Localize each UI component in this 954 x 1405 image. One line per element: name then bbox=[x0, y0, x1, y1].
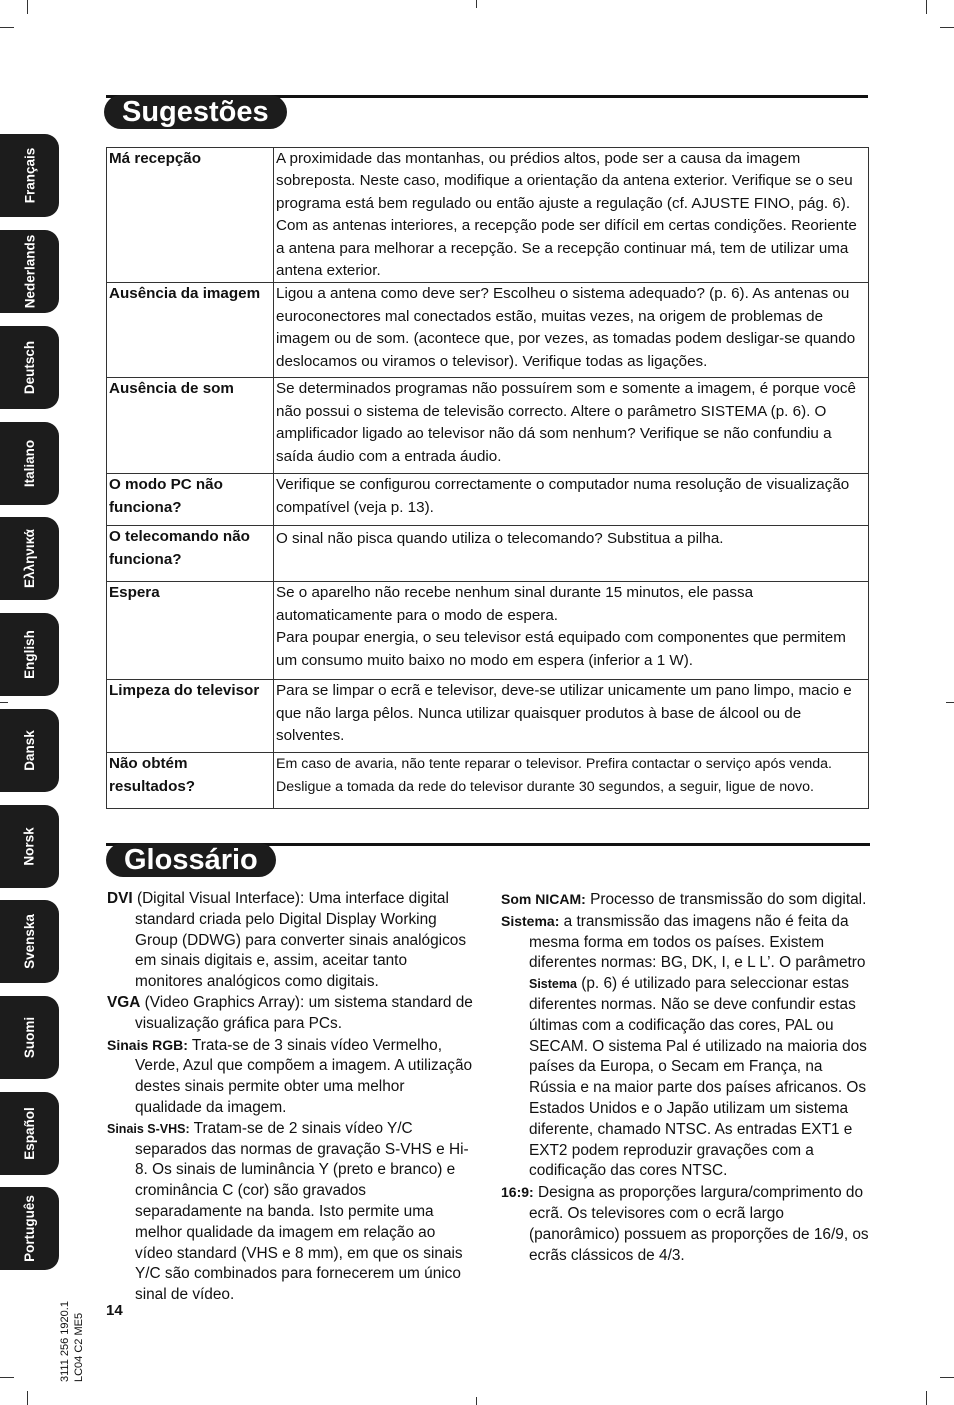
glossary-definition: Processo de transmissão do som digital. bbox=[590, 891, 867, 908]
problem-advice: Se determinados programas não possuírem som e somente a imagem, é porque você não possui o sistema de televisão correcto. Altere o parâmetro SISTEMA (p. 6). O amplificador ligado ao televisor não dá som nenhum? Verifique se não confundiu a saída áudio com a entrada áudio. bbox=[274, 378, 869, 474]
glossary-definition: Designa as proporções largura/comprimento do ecrã. Os televisores com o ecrã largo (panorâmico) possuem as proporções de 16/9, os ecrãs clássicos de 4/3. bbox=[529, 1184, 869, 1264]
language-tab-espanol[interactable]: Español bbox=[0, 1092, 59, 1175]
section-title-glossario: Glossário bbox=[106, 843, 276, 877]
glossary-definition: a transmissão das imagens não é feita da mesma forma em todos os países. Existem diferentes normas: BG, DK, I, e L L’. O parâmetro bbox=[529, 912, 866, 972]
crop-mark bbox=[476, 0, 477, 8]
problem-term: Não obtém resultados? bbox=[107, 753, 274, 809]
glossary-entry bbox=[107, 993, 473, 1035]
glossary-entry bbox=[501, 1182, 869, 1266]
glossary-column-left bbox=[107, 889, 473, 1306]
language-tab-italiano[interactable]: Italiano bbox=[0, 422, 59, 505]
table-row bbox=[107, 148, 869, 283]
glossary-term: DVI bbox=[107, 890, 133, 907]
problem-advice: Ligou a antena como deve ser? Escolheu o sistema adequado? (p. 6). As antenas ou euroconectores mal conectados estão, muitas vezes, na origem de problemas de imagem ou de som. (acontece que, por vezes, as tomadas podem desligar-se quando deslocamos ou viramos o televisor). Verifique todas as ligações. bbox=[274, 283, 869, 378]
language-tab-francais[interactable]: Français bbox=[0, 134, 59, 217]
problem-advice: O sinal não pisca quando utiliza o telecomando? Substitua a pilha. bbox=[274, 526, 869, 582]
glossary-term: Som NICAM: bbox=[501, 891, 586, 907]
crop-mark bbox=[926, 0, 927, 14]
language-tab-portugues[interactable]: Português bbox=[0, 1187, 59, 1270]
problem-term: Limpeza do televisor bbox=[107, 680, 274, 753]
glossary-entry bbox=[501, 911, 869, 1182]
table-row bbox=[107, 582, 869, 680]
language-tab-nederlands[interactable]: Nederlands bbox=[0, 230, 59, 313]
problem-advice: Para se limpar o ecrã e televisor, deve-se utilizar unicamente um pano limpo, macio e que não larga pêlos. Nunca utilizar quaisquer produtos à base de álcool ou de solventes. bbox=[274, 680, 869, 753]
advice-paragraph: Se o aparelho não recebe nenhum sinal durante 15 minutos, ele passa automaticamente para o modo de espera. bbox=[276, 584, 754, 624]
page-number: 14 bbox=[106, 1302, 123, 1319]
language-tab-suomi[interactable]: Suomi bbox=[0, 996, 59, 1079]
crop-mark bbox=[476, 1397, 477, 1405]
table-row bbox=[107, 526, 869, 582]
document-code-line: LC04 C2 ME5 bbox=[73, 1312, 85, 1382]
problem-advice bbox=[274, 582, 869, 680]
problem-advice: Em caso de avaria, não tente reparar o televisor. Prefira contactar o serviço após venda. Desligue a tomada da rede do televisor durante 30 segundos, a seguir, ligue de novo. bbox=[274, 753, 869, 809]
problem-advice: A proximidade das montanhas, ou prédios altos, pode ser a causa da imagem sobreposta. Neste caso, modifique a orientação da antena exterior. Verifique se o seu programa está bem regulado ou então ajuste a regulação (cf. AJUSTE FINO, pág. 6). Com as antenas interiores, a recepção pode ser difícil em certas condições. Reoriente a antena para melhorar a recepção. Se a recepção continuar má, tem de utilizar uma antena exterior. bbox=[274, 148, 869, 283]
crop-mark bbox=[0, 27, 14, 28]
table-row bbox=[107, 474, 869, 526]
glossary-inline-term: Sistema bbox=[529, 977, 577, 992]
language-tab-greek[interactable]: Ελληνικά bbox=[0, 517, 59, 600]
crop-mark bbox=[946, 702, 954, 703]
table-row bbox=[107, 753, 869, 809]
glossary-entry bbox=[107, 1035, 473, 1119]
glossary-term: 16:9: bbox=[501, 1184, 534, 1201]
glossary-entry bbox=[107, 1119, 473, 1306]
glossary-term: Sinais S-VHS: bbox=[107, 1121, 190, 1136]
crop-mark bbox=[940, 27, 954, 28]
glossary-definition: Tratam-se de 2 sinais vídeo Y/C separados das normas de gravação S-VHS e Hi-8. Os sinais de luminância Y (preto e branco) e crominância C (cor) são gravados separadamente na banda. Isto permite uma melhor qualidade da imagem em relação ao vídeo standard (VHS e 8 mm), em que os sinais Y/C são combinados para fornecerem um único sinal de vídeo. bbox=[135, 1119, 469, 1304]
advice-paragraph: Para poupar energia, o seu televisor está equipado com componentes que permitem um consumo muito baixo no modo em espera (inferior a 1 W). bbox=[276, 629, 846, 669]
problem-advice: Verifique se configurou correctamente o computador numa resolução de visualização compatível (veja p. 13). bbox=[274, 474, 869, 526]
language-tab-deutsch[interactable]: Deutsch bbox=[0, 326, 59, 409]
glossary-entry bbox=[501, 889, 869, 911]
crop-mark bbox=[0, 702, 8, 703]
problem-term: Ausência da imagem bbox=[107, 283, 274, 378]
language-tab-norsk[interactable]: Norsk bbox=[0, 805, 59, 888]
glossary-term: Sinais RGB: bbox=[107, 1036, 188, 1053]
glossary-definition: (p. 6) é utilizado para seleccionar estas diferentes normas. Não se deve confundir estas últimas com a codificação das cores, PAL ou SECAM. O sistema Pal é utilizado na maioria dos países da Europa, o Secam em França, na Rússia e na maior parte dos países africanos. Os Estados Unidos e o Japão utilizam um sistema diferente, chamado NTSC. As entradas EXT1 e EXT2 podem reproduzir gravações com a codificação das cores NTSC. bbox=[529, 975, 867, 1180]
crop-mark bbox=[0, 1377, 14, 1378]
language-tab-svenska[interactable]: Svenska bbox=[0, 900, 59, 983]
language-tab-dansk[interactable]: Dansk bbox=[0, 709, 59, 792]
problem-term: Má recepção bbox=[107, 148, 274, 283]
glossary-entry bbox=[107, 889, 473, 993]
glossary-definition: (Digital Visual Interface): Uma interface digital standard criada pelo Digital Display Working Group (DDWG) para converter sinais analógicos em sinais digitais e, assim, aceitar tanto monitores analógicos como digitais. bbox=[135, 890, 467, 991]
problem-term: O telecomando não funciona? bbox=[107, 526, 274, 582]
glossary-term: Sistema: bbox=[501, 912, 560, 929]
crop-mark bbox=[926, 1391, 927, 1405]
document-code-line: 3111 256 1920.1 bbox=[59, 1301, 71, 1382]
language-tab-english[interactable]: English bbox=[0, 613, 59, 696]
glossary-definition: (Video Graphics Array): um sistema standard de visualização gráfica para PCs. bbox=[135, 993, 473, 1032]
table-row bbox=[107, 283, 869, 378]
problem-term: Espera bbox=[107, 582, 274, 680]
crop-mark bbox=[940, 1377, 954, 1378]
troubleshooting-table bbox=[106, 147, 869, 809]
crop-mark bbox=[27, 1391, 28, 1405]
glossary-term: VGA bbox=[107, 993, 141, 1011]
glossary-column-right bbox=[501, 889, 869, 1266]
crop-mark bbox=[27, 0, 28, 14]
table-row bbox=[107, 680, 869, 753]
glossary-definition: Trata-se de 3 sinais vídeo Vermelho, Verde, Azul que compõem a imagem. A utilização destes sinais permite obter uma melhor qualidade da imagem. bbox=[135, 1036, 473, 1116]
table-row bbox=[107, 378, 869, 474]
section-title-sugestoes: Sugestões bbox=[104, 95, 287, 129]
problem-term: Ausência de som bbox=[107, 378, 274, 474]
document-code bbox=[58, 1301, 86, 1382]
problem-term: O modo PC não funciona? bbox=[107, 474, 274, 526]
